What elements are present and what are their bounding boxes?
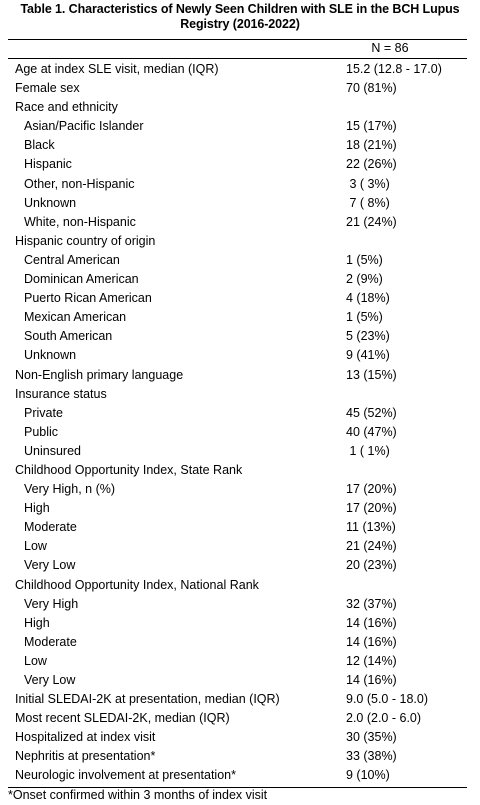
row-label: Low [24,653,47,668]
table-row [0,652,480,671]
row-label: White, non-Hispanic [24,214,136,229]
table-row [0,194,480,213]
row-label: Moderate [24,634,77,649]
table-row [0,251,480,270]
table-row [0,671,480,690]
row-label: Low [24,539,47,554]
row-value: 14 (16%) [346,634,397,649]
row-value: 9.0 (5.0 - 18.0) [346,692,428,707]
row-value: 2 (9%) [346,272,383,287]
row-label: Black [24,138,55,153]
row-value: 12 (14%) [346,653,397,668]
row-label: Dominican American [24,272,139,287]
row-label: Age at index SLE visit, median (IQR) [15,62,219,76]
table-row [0,117,480,136]
row-label: Puerto Rican American [24,291,152,306]
row-value: 9 (10%) [346,768,390,783]
table-row [0,728,480,747]
row-label: Mexican American [24,310,127,325]
row-value: 21 (24%) [346,539,397,554]
row-label: Very Low [24,673,76,687]
row-value: 17 (20%) [346,482,397,497]
row-value: 15 (17%) [346,119,397,134]
row-label: Other, non-Hispanic [24,176,135,191]
table-row [0,270,480,289]
row-label: High [24,501,50,516]
table-row [0,480,480,499]
row-value: 15.2 (12.8 - 17.0) [346,62,442,76]
table-row [0,614,480,633]
row-label: Moderate [24,520,77,535]
table-row [0,346,480,365]
table-row [0,690,480,709]
row-value: 22 (26%) [346,157,397,172]
row-label: Initial SLEDAI-2K at presentation, median (IQR) [15,692,280,707]
row-value: 1 (5%) [346,252,383,267]
table-row [0,442,480,461]
table-row [0,499,480,518]
table-row [0,232,480,251]
table-row [0,60,480,79]
table-row [0,155,480,174]
table-row [0,537,480,556]
row-value: 11 (13%) [346,520,396,535]
row-label: Insurance status [15,386,107,401]
table-row [0,461,480,480]
table-row [0,766,480,785]
row-label: Asian/Pacific Islander [24,119,144,134]
table-header-rule [8,58,467,59]
table-title [8,2,472,32]
row-value: 18 (21%) [346,138,397,153]
row-value: 9 (41%) [346,348,390,363]
row-label: Central American [24,252,120,267]
row-value: 30 (35%) [346,730,397,745]
row-label: Race and ethnicity [15,100,118,115]
table-row [0,404,480,423]
row-value: 45 (52%) [346,405,397,420]
table-footnote: *Onset confirmed within 3 months of index visit [8,788,268,802]
row-value: 1 (5%) [346,310,383,325]
row-label: Hospitalized at index visit [15,730,156,745]
table-row [0,308,480,327]
table-row [0,175,480,194]
row-label: Public [24,424,59,439]
row-value: 70 (81%) [346,81,397,96]
row-label: Very Low [24,558,76,573]
row-value: 1 ( 1%) [346,443,390,458]
table-row [0,366,480,385]
row-label: Childhood Opportunity Index, State Rank [15,462,243,477]
row-label: Most recent SLEDAI-2K, median (IQR) [15,711,230,726]
table-row [0,747,480,766]
row-label: Hispanic country of origin [15,233,156,248]
row-label: High [24,615,50,630]
row-value: 13 (15%) [346,367,397,382]
row-label: Female sex [15,81,80,96]
table-row [0,98,480,117]
row-label: South American [24,329,113,344]
table-title-line-1: Table 1. Characteristics of Newly Seen Children with SLE in the BCH Lupus [20,2,460,16]
table-row [0,556,480,575]
row-label: Private [24,405,63,420]
row-value: 14 (16%) [346,615,397,630]
table-body [0,60,480,786]
row-label: Nephritis at presentation* [15,749,156,764]
row-label: Childhood Opportunity Index, National Rank [15,577,259,592]
row-value: 2.0 (2.0 - 6.0) [346,711,422,726]
table-row [0,213,480,232]
row-label: Non-English primary language [15,367,184,382]
row-value: 14 (16%) [346,673,397,687]
row-label: Very High [24,596,79,611]
row-label: Neurologic involvement at presentation* [15,768,236,783]
table-title-line-2: Registry (2016-2022) [180,17,300,31]
row-value: 7 ( 8%) [346,195,390,210]
table-row [0,709,480,728]
table-row [0,79,480,98]
table-row [0,518,480,537]
sample-size-header: N = 86 [371,41,409,55]
row-label: Hispanic [24,157,72,172]
table-row [0,633,480,652]
row-label: Unknown [24,195,77,210]
table-row [0,423,480,442]
table-row [0,595,480,614]
row-value: 5 (23%) [346,329,390,344]
row-value: 21 (24%) [346,214,397,229]
row-value: 20 (23%) [346,558,397,573]
row-label: Unknown [24,348,77,363]
table-row [0,576,480,595]
row-value: 32 (37%) [346,596,397,611]
table-row [0,136,480,155]
table-row [0,289,480,308]
row-label: Uninsured [24,443,81,458]
table-row [0,385,480,404]
row-value: 3 ( 3%) [346,176,390,191]
table-row [0,327,480,346]
row-value: 17 (20%) [346,501,397,516]
row-label: Very High, n (%) [24,482,116,497]
row-value: 33 (38%) [346,749,397,764]
row-value: 4 (18%) [346,291,390,306]
row-value: 40 (47%) [346,424,397,439]
